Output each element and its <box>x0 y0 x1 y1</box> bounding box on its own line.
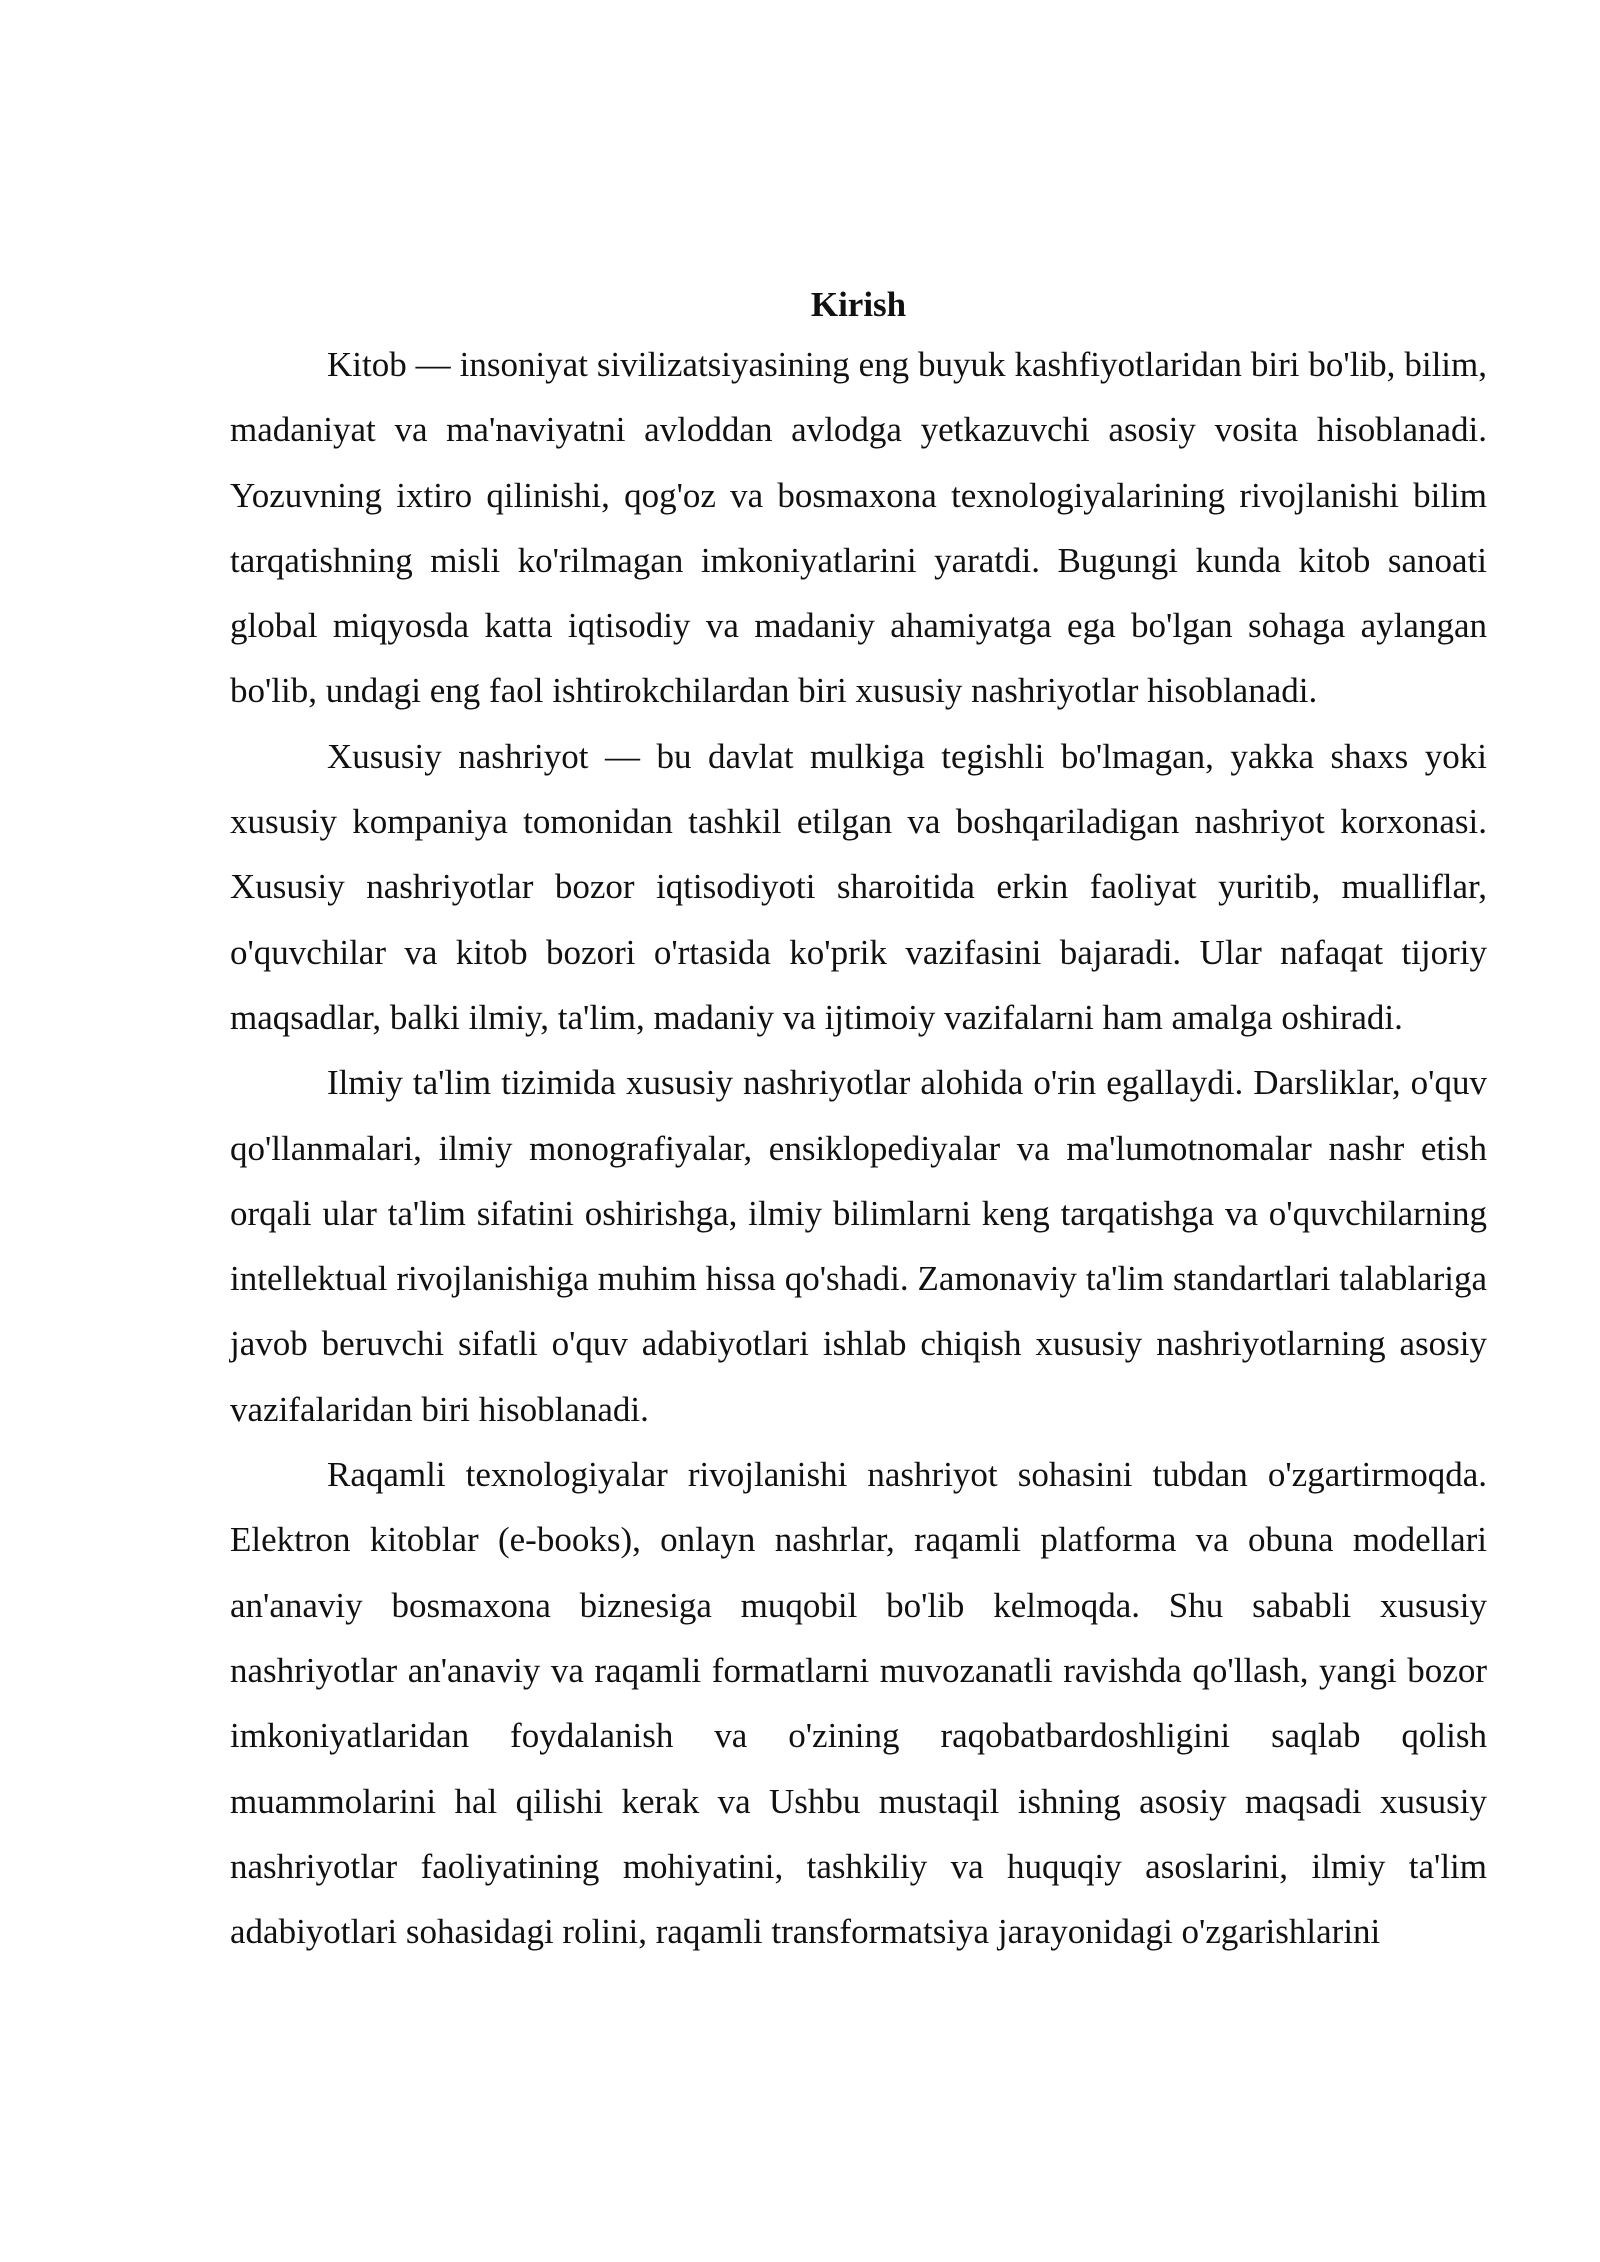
section-title: Kirish <box>810 285 907 324</box>
paragraph-3: Ilmiy ta'lim tizimida xususiy nashriyotlar alohida o'rin egallaydi. Darsliklar, o'quv qo'llanmalari, ilmiy monografiyalar, ensiklopediyalar va ma'lumotnomalar nashr etish orqali ular ta'lim sifatini oshirishga, ilmiy bilimlarni keng tarqatishga va o'quvchilarning intellektual rivojlanishiga muhim hissa qo'shadi. Zamonaviy ta'lim standartlari talablariga javob beruvchi sifatli o'quv adabiyotlari ishlab chiqish xususiy nashriyotlarning asosiy vazifalaridan biri hisoblanadi. <box>230 1063 1487 1429</box>
paragraph-2: Xususiy nashriyot — bu davlat mulkiga tegishli bo'lmagan, yakka shaxs yoki xususiy kompaniya tomonidan tashkil etilgan va boshqariladigan nashriyot korxonasi. Xususiy nashriyotlar bozor iqtisodiyoti sharoitida erkin faoliyat yuritib, mualliflar, o'quvchilar va kitob bozori o'rtasida ko'prik vazifasini bajaradi. Ular nafaqat tijoriy maqsadlar, balki ilmiy, ta'lim, madaniy va ijtimoiy vazifalarni ham amalga oshiradi. <box>230 736 1487 1037</box>
page-content <box>230 278 1487 1964</box>
paragraph-4: Raqamli texnologiyalar rivojlanishi nashriyot sohasini tubdan o'zgartirmoqda. Elektron kitoblar (e-books), onlayn nashrlar, raqamli platforma va obuna modellari an'anaviy bosmaxona biznesiga muqobil bo'lib kelmoqda. Shu sababli xususiy nashriyotlar an'anaviy va raqamli formatlarni muvozanatli ravishda qo'llash, yangi bozor imkoniyatlaridan foydalanish va o'zining raqobatbardoshligini saqlab qolish muammolarini hal qilishi kerak va Ushbu mustaqil ishning asosiy maqsadi xususiy nashriyotlar faoliyatining mohiyatini, tashkiliy va huquqiy asoslarini, ilmiy ta'lim adabiyotlari sohasidagi rolini, raqamli transformatsiya jarayonidagi o'zgarishlarini <box>230 1455 1487 1952</box>
paragraph-1: Kitob — insoniyat sivilizatsiyasining eng buyuk kashfiyotlaridan biri bo'lib, bilim, madaniyat va ma'naviyatni avloddan avlodga yetkazuvchi asosiy vosita hisoblanadi. Yozuvning ixtiro qilinishi, qog'oz va bosmaxona texnologiyalarining rivojlanishi bilim tarqatishning misli ko'rilmagan imkoniyatlarini yaratdi. Bugungi kunda kitob sanoati global miqyosda katta iqtisodiy va madaniy ahamiyatga ega bo'lgan sohaga aylangan bo'lib, undagi eng faol ishtirokchilardan biri xususiy nashriyotlar hisoblanadi. <box>230 345 1487 711</box>
